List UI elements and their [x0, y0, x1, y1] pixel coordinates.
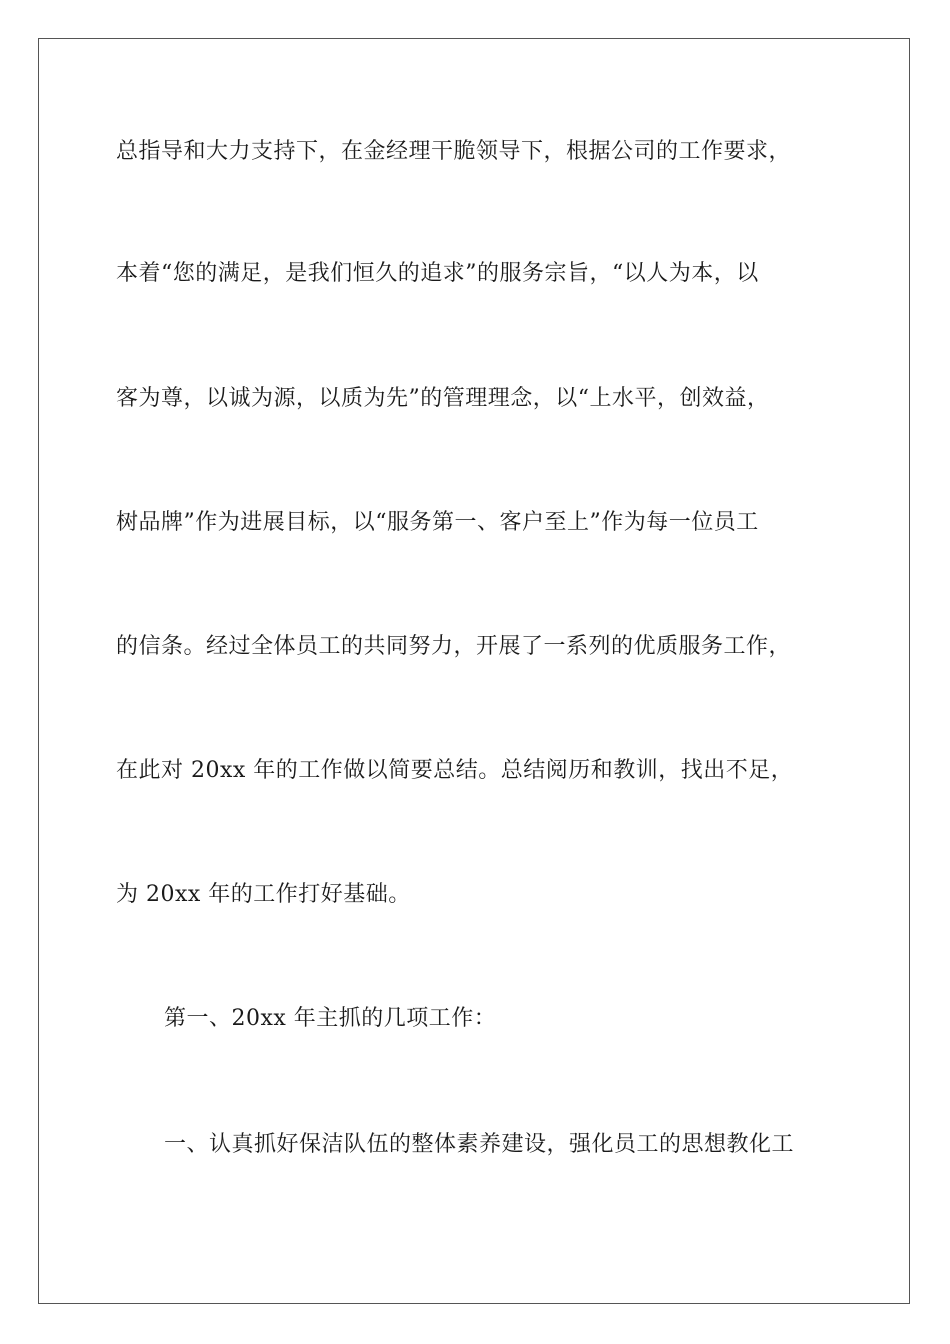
- paragraph-line: 为 20xx 年的工作打好基础。: [116, 882, 411, 907]
- paragraph-line: 总指导和大力支持下，在金经理干脆领导下，根据公司的工作要求，: [116, 139, 792, 164]
- paragraph-line: 一、认真抓好保洁队伍的整体素养建设，强化员工的思想教化工: [164, 1132, 795, 1157]
- paragraph-line: 在此对 20xx 年的工作做以简要总结。总结阅历和教训，找出不足，: [116, 758, 794, 783]
- paragraph-line: 树品牌”作为进展目标，以“服务第一、客户至上”作为每一位员工: [116, 510, 759, 535]
- paragraph-line: 的信条。经过全体员工的共同努力，开展了一系列的优质服务工作，: [116, 634, 792, 659]
- paragraph-line: 本着“您的满足，是我们恒久的追求”的服务宗旨，“以人为本，以: [116, 261, 759, 286]
- page-frame: [38, 38, 910, 1304]
- paragraph-line: 客为尊，以诚为源，以质为先”的管理理念，以“上水平，创效益，: [116, 386, 770, 411]
- section-heading: 第一、20xx 年主抓的几项工作：: [164, 1006, 497, 1031]
